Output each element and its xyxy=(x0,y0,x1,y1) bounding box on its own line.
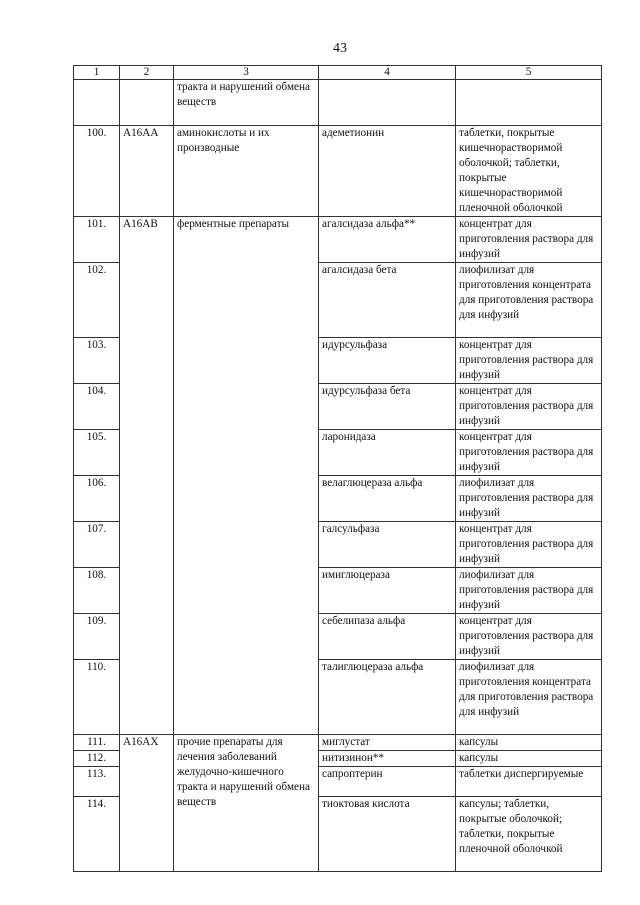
table-row xyxy=(74,126,602,217)
dosage-form: концентрат для приготовления раствора для инфузий xyxy=(456,384,602,430)
row-number xyxy=(74,80,120,126)
dosage-form xyxy=(456,80,602,126)
row-number: 107. xyxy=(74,522,120,568)
anatomical-group: аминокислоты и их производные xyxy=(174,126,319,217)
table-row xyxy=(74,217,602,263)
table-row xyxy=(74,80,602,126)
dosage-form: таблетки, покрытые кишечнорастворимой оболочкой; таблетки, покрытые кишечнорастворимой пленочной оболочкой xyxy=(456,126,602,217)
row-number: 108. xyxy=(74,568,120,614)
row-number: 109. xyxy=(74,614,120,660)
drug-list-table xyxy=(73,65,602,872)
drug-name: идурсульфаза бета xyxy=(319,384,456,430)
row-number: 102. xyxy=(74,263,120,338)
atc-code: A16AB xyxy=(120,217,174,735)
anatomical-group: прочие препараты для лечения заболеваний желудочно-кишечного тракта и нарушений обмена веществ xyxy=(174,735,319,872)
dosage-form: лиофилизат для приготовления концентрата для приготовления раствора для инфузий xyxy=(456,263,602,338)
drug-name: галсульфаза xyxy=(319,522,456,568)
dosage-form: капсулы xyxy=(456,751,602,767)
row-number: 113. xyxy=(74,767,120,797)
drug-name: сапроптерин xyxy=(319,767,456,797)
drug-name: идурсульфаза xyxy=(319,338,456,384)
drug-name: тиоктовая кислота xyxy=(319,797,456,872)
column-header-3: 3 xyxy=(174,66,319,80)
dosage-form: капсулы; таблетки, покрытые оболочкой; таблетки, покрытые пленочной оболочкой xyxy=(456,797,602,872)
drug-name: нитизинон** xyxy=(319,751,456,767)
atc-code xyxy=(120,80,174,126)
row-number: 103. xyxy=(74,338,120,384)
table-header-row xyxy=(74,66,602,80)
row-number: 114. xyxy=(74,797,120,872)
drug-name xyxy=(319,80,456,126)
row-number: 110. xyxy=(74,660,120,735)
row-number: 100. xyxy=(74,126,120,217)
dosage-form: лиофилизат для приготовления раствора для инфузий xyxy=(456,476,602,522)
column-header-1: 1 xyxy=(74,66,120,80)
page-number: 43 xyxy=(333,41,347,56)
atc-code: A16AA xyxy=(120,126,174,217)
drug-name: адеметионин xyxy=(319,126,456,217)
drug-name: агалсидаза бета xyxy=(319,263,456,338)
table-row xyxy=(74,735,602,751)
atc-code: A16AX xyxy=(120,735,174,872)
drug-name: велаглюцераза альфа xyxy=(319,476,456,522)
row-number: 111. xyxy=(74,735,120,751)
dosage-form: концентрат для приготовления раствора для инфузий xyxy=(456,217,602,263)
dosage-form: лиофилизат для приготовления концентрата для приготовления раствора для инфузий xyxy=(456,660,602,735)
drug-name: агалсидаза альфа** xyxy=(319,217,456,263)
dosage-form: концентрат для приготовления раствора для инфузий xyxy=(456,614,602,660)
dosage-form: концентрат для приготовления раствора для инфузий xyxy=(456,522,602,568)
anatomical-group: тракта и нарушений обмена веществ xyxy=(174,80,319,126)
row-number: 112. xyxy=(74,751,120,767)
dosage-form: таблетки диспергируемые xyxy=(456,767,602,797)
row-number: 105. xyxy=(74,430,120,476)
drug-name: талиглюцераза альфа xyxy=(319,660,456,735)
drug-name: имиглюцераза xyxy=(319,568,456,614)
dosage-form: лиофилизат для приготовления раствора для инфузий xyxy=(456,568,602,614)
drug-name: себелипаза альфа xyxy=(319,614,456,660)
drug-name: ларонидаза xyxy=(319,430,456,476)
dosage-form: концентрат для приготовления раствора для инфузий xyxy=(456,430,602,476)
dosage-form: капсулы xyxy=(456,735,602,751)
column-header-4: 4 xyxy=(319,66,456,80)
column-header-2: 2 xyxy=(120,66,174,80)
row-number: 101. xyxy=(74,217,120,263)
anatomical-group: ферментные препараты xyxy=(174,217,319,735)
row-number: 104. xyxy=(74,384,120,430)
column-header-5: 5 xyxy=(456,66,602,80)
drug-name: миглустат xyxy=(319,735,456,751)
row-number: 106. xyxy=(74,476,120,522)
dosage-form: концентрат для приготовления раствора для инфузий xyxy=(456,338,602,384)
